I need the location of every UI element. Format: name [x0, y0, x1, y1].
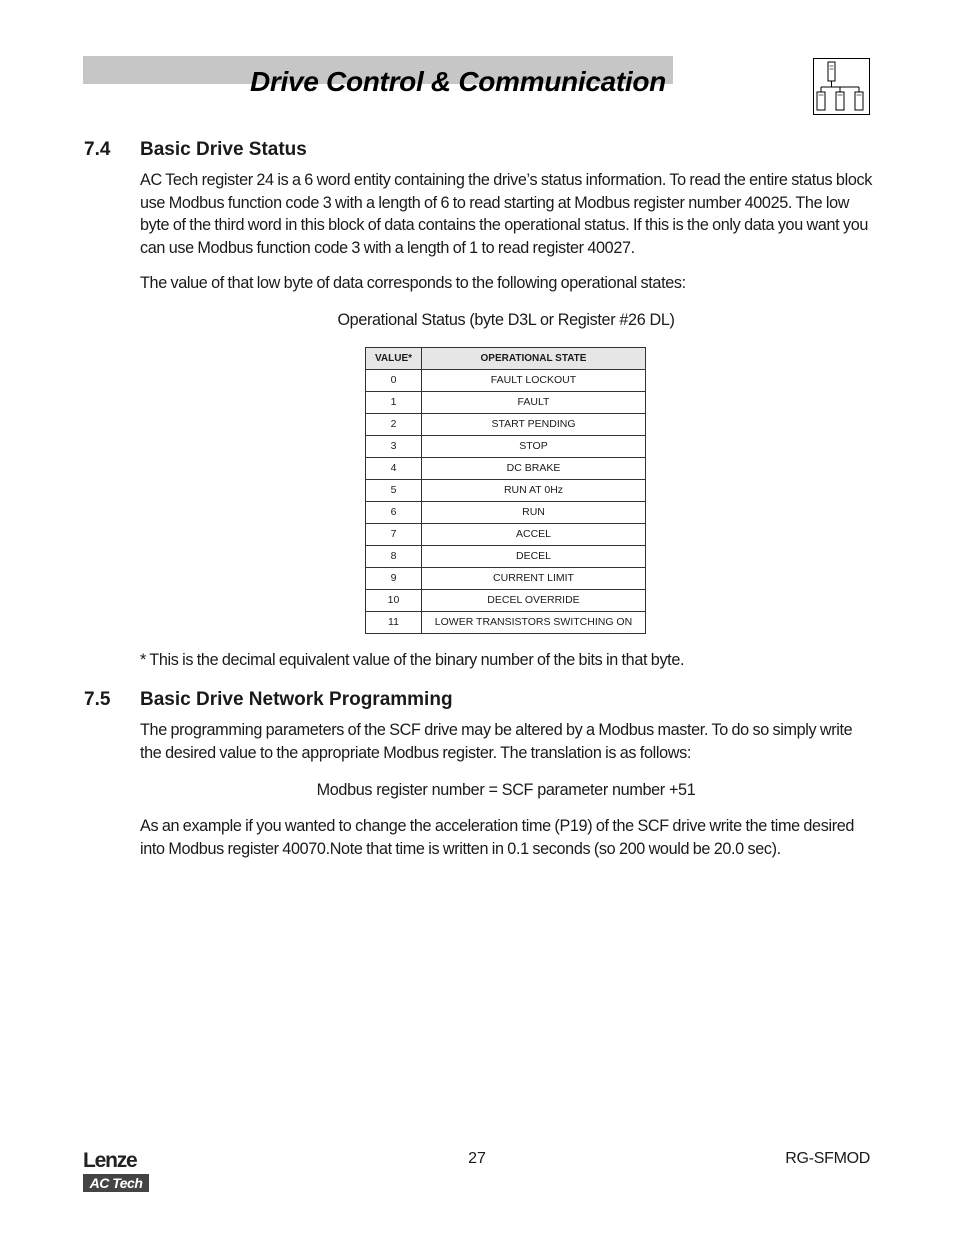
value-cell: 4: [366, 458, 422, 480]
status-intro-paragraph: AC Tech register 24 is a 6 word entity containing the drive’s status information. To read the entire status block use Modbus function code 3 with a length of 6 to read starting at Modbus register number 40025. The low byte of the third word in this block of data contains the operational status. If this is the only data you want you can use Modbus function code 3 with a length of 1 to read register 40027.: [140, 171, 872, 257]
state-cell: START PENDING: [422, 414, 646, 436]
value-cell: 11: [366, 612, 422, 634]
table-footnote: * This is the decimal equivalent value of the binary number of the bits in that byte.: [140, 651, 685, 669]
status-states-paragraph: The value of that low byte of data corresponds to the following operational states:: [140, 274, 686, 292]
value-cell: 7: [366, 524, 422, 546]
network-drives-icon: [813, 58, 870, 115]
state-cell: DECEL OVERRIDE: [422, 590, 646, 612]
document-code: RG-SFMOD: [785, 1150, 870, 1167]
programming-example-paragraph: As an example if you wanted to change the acceleration time (P19) of the SCF drive write the time desired into Modbus register 40070.Note that time is written in 0.1 seconds (so 200 would be 20.0 sec).: [140, 817, 855, 858]
table-row: [366, 612, 646, 634]
state-cell: LOWER TRANSISTORS SWITCHING ON: [422, 612, 646, 634]
table-row: [366, 568, 646, 590]
state-cell: ACCEL: [422, 524, 646, 546]
table-header-row: [366, 348, 646, 370]
state-cell: FAULT: [422, 392, 646, 414]
value-cell: 0: [366, 370, 422, 392]
section-7-4-heading: [84, 139, 307, 161]
table-row: [366, 458, 646, 480]
table-row: [366, 370, 646, 392]
value-cell: 2: [366, 414, 422, 436]
state-cell: RUN: [422, 502, 646, 524]
operational-status-table: [365, 347, 646, 634]
section-number: 7.4: [84, 139, 111, 160]
table-row: [366, 524, 646, 546]
table-row: [366, 392, 646, 414]
table-row: [366, 502, 646, 524]
table-row: [366, 436, 646, 458]
table-row: [366, 414, 646, 436]
table-row: [366, 546, 646, 568]
table-row: [366, 590, 646, 612]
state-cell: DECEL: [422, 546, 646, 568]
column-header-value: VALUE*: [366, 348, 422, 370]
logo-actech-badge: AC Tech: [83, 1174, 149, 1192]
column-header-state: OPERATIONAL STATE: [422, 348, 646, 370]
value-cell: 5: [366, 480, 422, 502]
state-cell: FAULT LOCKOUT: [422, 370, 646, 392]
state-cell: CURRENT LIMIT: [422, 568, 646, 590]
value-cell: 8: [366, 546, 422, 568]
value-cell: 6: [366, 502, 422, 524]
table-caption: Operational Status (byte D3L or Register #26 DL): [337, 311, 675, 329]
register-formula: Modbus register number = SCF parameter number +51: [316, 781, 696, 799]
value-cell: 9: [366, 568, 422, 590]
programming-intro-paragraph: The programming parameters of the SCF drive may be altered by a Modbus master. To do so simply write the desired value to the appropriate Modbus register. The translation is as follows:: [140, 721, 853, 762]
section-7-5-heading: [84, 689, 453, 711]
section-number: 7.5: [84, 689, 111, 710]
logo-lenze-text: Lenze: [83, 1149, 137, 1172]
lenze-actech-logo: [83, 1150, 151, 1195]
section-title: Basic Drive Status: [140, 139, 307, 160]
value-cell: 10: [366, 590, 422, 612]
table-row: [366, 480, 646, 502]
state-cell: RUN AT 0Hz: [422, 480, 646, 502]
section-title: Basic Drive Network Programming: [140, 689, 453, 710]
value-cell: 3: [366, 436, 422, 458]
page-title: Drive Control & Communication: [250, 66, 666, 97]
value-cell: 1: [366, 392, 422, 414]
state-cell: DC BRAKE: [422, 458, 646, 480]
page-number: 27: [468, 1150, 486, 1167]
state-cell: STOP: [422, 436, 646, 458]
